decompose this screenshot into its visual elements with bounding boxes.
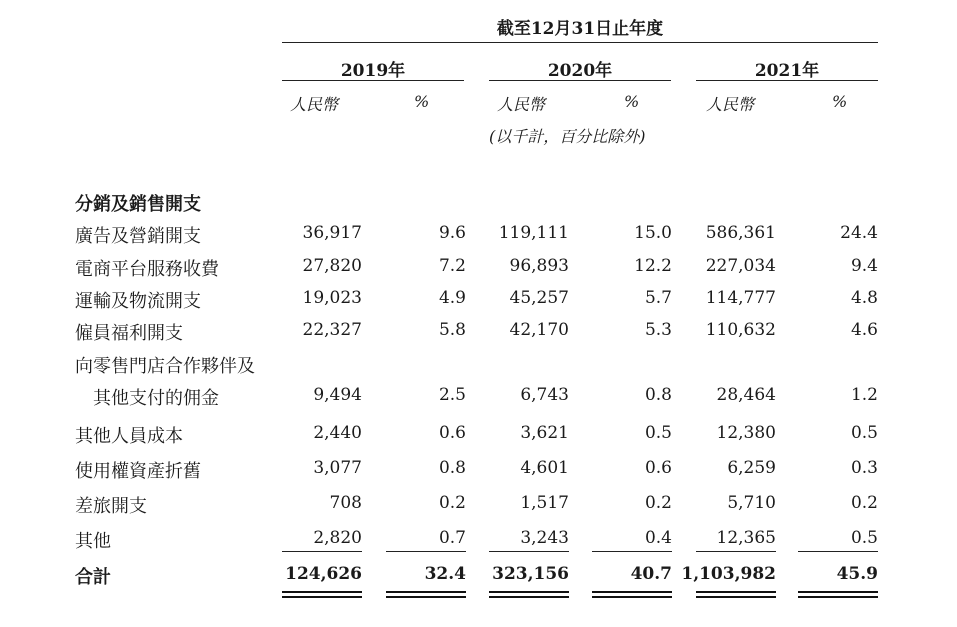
- subtotal-rule: [592, 551, 672, 552]
- value-2020-rmb: 119,111: [498, 223, 569, 243]
- subtotal-rule: [282, 551, 362, 552]
- value-2020-pct: 5.7: [644, 288, 672, 308]
- value-2020-pct: 0.5: [644, 423, 672, 443]
- subtotal-rule: [489, 551, 569, 552]
- row-label: 電商平台服務收費: [75, 259, 219, 280]
- value-2019-rmb: 3,077: [313, 458, 362, 478]
- value-2021-rmb: 28,464: [716, 385, 776, 405]
- value-2020-rmb: 1,517: [520, 493, 569, 513]
- value-2019-rmb: 708: [329, 493, 362, 513]
- value-2020-pct: 0.2: [644, 493, 672, 513]
- year-2020-header: 2020年: [547, 61, 613, 81]
- value-2021-rmb: 110,632: [705, 320, 776, 340]
- value-2021-rmb: 6,259: [727, 458, 776, 478]
- row-label: 運輸及物流開支: [75, 291, 201, 312]
- value-2020-pct: 0.6: [644, 458, 672, 478]
- value-2021-rmb: 114,777: [705, 288, 776, 308]
- subtotal-rule: [798, 551, 878, 552]
- value-2021-rmb: 12,365: [716, 528, 776, 548]
- value-2019-rmb: 2,820: [313, 528, 362, 548]
- year-2021-rule: [696, 80, 878, 81]
- value-2021-pct: 0.3: [850, 458, 878, 478]
- total-double-rule: [592, 591, 672, 598]
- currency-2021: 人民幣: [706, 95, 755, 114]
- value-2019-pct: 9.6: [438, 223, 466, 243]
- total-double-rule: [489, 591, 569, 598]
- total-double-rule: [696, 591, 776, 598]
- value-2019-rmb: 9,494: [313, 385, 362, 405]
- value-2020-pct: 0.8: [644, 385, 672, 405]
- value-2020-rmb: 96,893: [509, 256, 569, 276]
- total-value-2020-rmb: 323,156: [492, 564, 569, 584]
- value-2021-pct: 4.8: [850, 288, 878, 308]
- value-2019-pct: 2.5: [438, 385, 466, 405]
- value-2019-pct: 0.6: [438, 423, 466, 443]
- value-2020-pct: 5.3: [644, 320, 672, 340]
- value-2021-rmb: 586,361: [705, 223, 776, 243]
- value-2020-pct: 15.0: [634, 223, 672, 243]
- total-value-2021-rmb: 1,103,982: [681, 564, 776, 584]
- row-label-continuation: 其他支付的佣金: [93, 388, 219, 409]
- year-2020-rule: [489, 80, 671, 81]
- value-2021-pct: 0.2: [850, 493, 878, 513]
- percent-2020: %: [624, 92, 640, 111]
- value-2020-rmb: 4,601: [520, 458, 569, 478]
- year-2019-header: 2019年: [340, 61, 406, 81]
- row-label: 使用權資產折舊: [75, 461, 201, 482]
- total-value-2019-rmb: 124,626: [285, 564, 362, 584]
- row-label: 廣告及營銷開支: [75, 226, 201, 247]
- value-2021-rmb: 5,710: [727, 493, 776, 513]
- value-2021-pct: 0.5: [850, 528, 878, 548]
- value-2021-pct: 9.4: [850, 256, 878, 276]
- value-2021-pct: 4.6: [850, 320, 878, 340]
- currency-2020: 人民幣: [497, 95, 546, 114]
- value-2020-rmb: 6,743: [520, 385, 569, 405]
- value-2020-pct: 0.4: [644, 528, 672, 548]
- value-2019-rmb: 19,023: [302, 288, 362, 308]
- total-value-2019-pct: 32.4: [424, 564, 466, 584]
- value-2021-pct: 1.2: [850, 385, 878, 405]
- section-title: 分銷及銷售開支: [75, 194, 201, 215]
- total-value-2021-pct: 45.9: [836, 564, 878, 584]
- value-2021-rmb: 227,034: [705, 256, 776, 276]
- unit-note: (以千計，百分比除外): [489, 127, 646, 146]
- row-label: 其他人員成本: [75, 426, 183, 447]
- subtotal-rule: [696, 551, 776, 552]
- row-label: 僱員福利開支: [75, 323, 183, 344]
- value-2019-rmb: 2,440: [313, 423, 362, 443]
- total-label: 合計: [75, 567, 111, 588]
- row-label: 其他: [75, 531, 111, 552]
- subtotal-rule: [386, 551, 466, 552]
- value-2020-rmb: 3,621: [520, 423, 569, 443]
- percent-2021: %: [832, 92, 848, 111]
- value-2019-rmb: 27,820: [302, 256, 362, 276]
- value-2019-pct: 0.8: [438, 458, 466, 478]
- total-value-2020-pct: 40.7: [630, 564, 672, 584]
- value-2019-rmb: 22,327: [302, 320, 362, 340]
- row-label: 向零售門店合作夥伴及: [75, 356, 255, 377]
- total-double-rule: [282, 591, 362, 598]
- value-2019-pct: 5.8: [438, 320, 466, 340]
- value-2020-pct: 12.2: [634, 256, 672, 276]
- percent-2019: %: [414, 92, 430, 111]
- row-label: 差旅開支: [75, 496, 147, 517]
- year-2021-header: 2021年: [754, 61, 820, 81]
- value-2021-pct: 24.4: [840, 223, 878, 243]
- value-2021-rmb: 12,380: [716, 423, 776, 443]
- value-2020-rmb: 45,257: [509, 288, 569, 308]
- year-2019-rule: [282, 80, 464, 81]
- value-2019-pct: 0.7: [438, 528, 466, 548]
- total-double-rule: [386, 591, 466, 598]
- value-2020-rmb: 42,170: [509, 320, 569, 340]
- value-2019-rmb: 36,917: [302, 223, 362, 243]
- value-2019-pct: 0.2: [438, 493, 466, 513]
- currency-2019: 人民幣: [290, 95, 339, 114]
- value-2021-pct: 0.5: [850, 423, 878, 443]
- period-header: 截至12月31日止年度: [496, 19, 664, 39]
- value-2019-pct: 4.9: [438, 288, 466, 308]
- value-2020-rmb: 3,243: [520, 528, 569, 548]
- total-double-rule: [798, 591, 878, 598]
- value-2019-pct: 7.2: [438, 256, 466, 276]
- header-rule: [282, 42, 878, 43]
